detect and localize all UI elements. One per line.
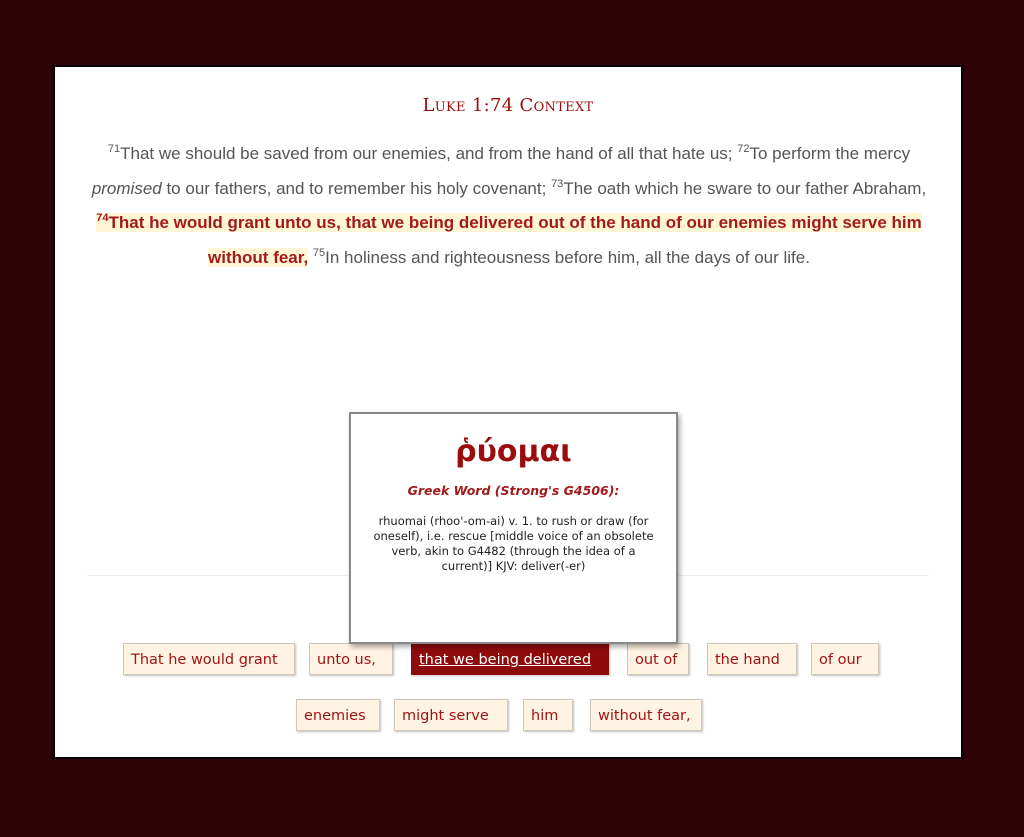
verse-context bbox=[87, 137, 931, 275]
phrase-chip[interactable]: him bbox=[523, 699, 573, 731]
page-title: Luke 1:74 Context bbox=[422, 95, 594, 116]
verse-75-text: In holiness and righteousness before him, all the days of our life. bbox=[325, 247, 810, 267]
phrase-chip[interactable]: might serve bbox=[394, 699, 508, 731]
verse-72-text-b: to our fathers, and to remember his holy covenant; bbox=[161, 178, 552, 198]
verse-number-74: 74 bbox=[96, 212, 109, 224]
verse-74-text: That he would grant unto us, that we being delivered out of the hand of our enemies might serve him without fear, bbox=[108, 213, 922, 267]
phrase-chip[interactable]: out of bbox=[627, 643, 689, 675]
verse-73-text: The oath which he sware to our father Abraham, bbox=[563, 178, 927, 198]
context-panel bbox=[53, 65, 963, 759]
verse-72-text-a: To perform the mercy bbox=[749, 144, 911, 163]
phrase-chip[interactable]: That he would grant bbox=[123, 643, 295, 675]
verse-72-emphasis: promised bbox=[91, 178, 162, 198]
phrase-chip[interactable]: enemies bbox=[296, 699, 380, 731]
phrase-chip[interactable]: unto us, bbox=[309, 643, 393, 675]
verse-number-73: 73 bbox=[551, 177, 564, 190]
verse-number-71: 71 bbox=[107, 143, 121, 155]
verse-71-text: That we should be saved from our enemies, and from the hand of all that hate us; bbox=[120, 144, 738, 163]
phrase-chip[interactable]: the hand bbox=[707, 643, 797, 675]
greek-word: ῥύομαι bbox=[455, 434, 572, 469]
word-popup bbox=[349, 412, 678, 644]
word-definition: rhuomai (rhoo'-om-ai) v. 1. to rush or draw (for oneself), i.e. rescue [middle voice of an obsolete verb, akin to G4482 (through the idea of a current)] KJV: deliver(-er) bbox=[373, 514, 654, 573]
phrase-chip[interactable]: of our bbox=[811, 643, 879, 675]
phrase-chip[interactable]: without fear, bbox=[590, 699, 702, 731]
verse-number-75: 75 bbox=[312, 246, 326, 259]
verse-number-72: 72 bbox=[737, 143, 750, 155]
strongs-label: Greek Word (Strong's G4506): bbox=[407, 483, 620, 498]
phrase-chip-active[interactable]: that we being delivered bbox=[411, 643, 609, 675]
